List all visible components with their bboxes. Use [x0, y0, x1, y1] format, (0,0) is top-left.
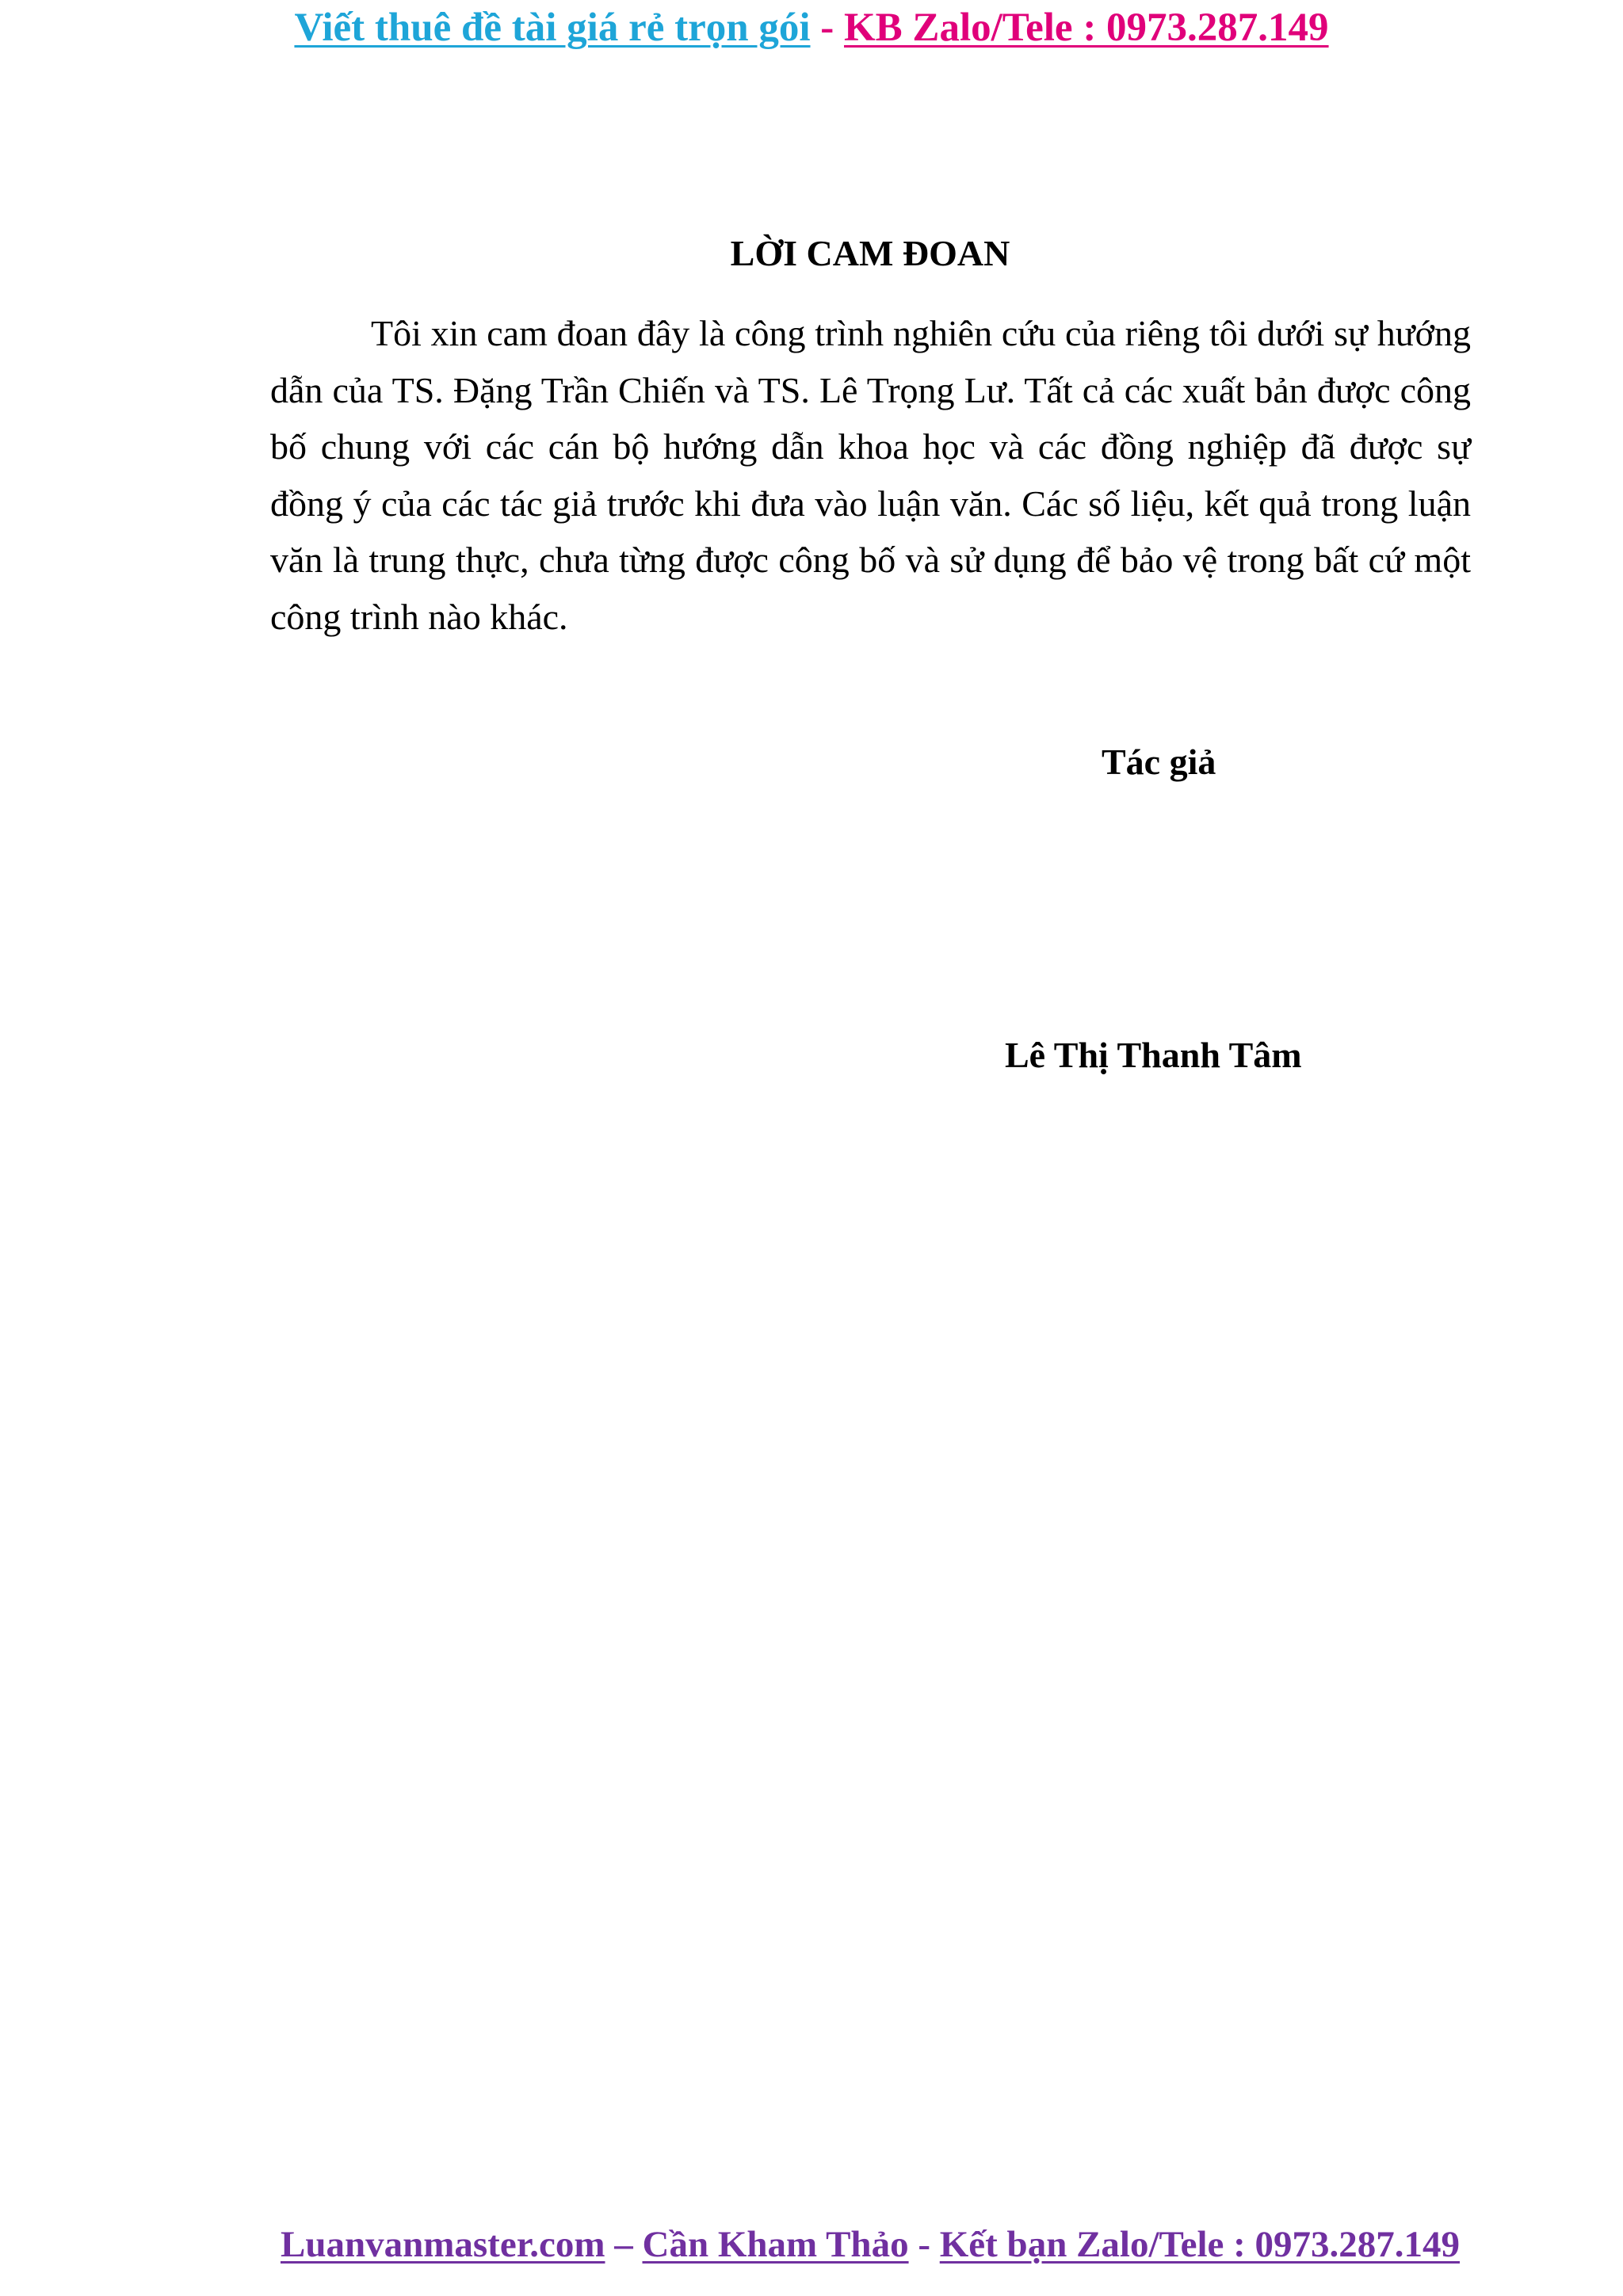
- footer-link-contact[interactable]: Kết bạn Zalo/Tele : 0973.287.149: [939, 2224, 1461, 2265]
- author-name: Lê Thị Thanh Tâm: [1005, 1035, 1302, 1075]
- header-separator: -: [810, 6, 844, 50]
- author-label: Tác giả: [1102, 742, 1216, 782]
- footer-separator-1: –: [605, 2224, 643, 2265]
- footer-link-website[interactable]: Luanvanmaster.com: [280, 2224, 605, 2265]
- footer-banner: [0, 2217, 1623, 2272]
- header-banner: [0, 0, 1623, 55]
- header-link-contact[interactable]: KB Zalo/Tele : 0973.287.149: [844, 6, 1329, 50]
- header-link-service[interactable]: Viết thuê đề tài giá rẻ trọn gói: [294, 6, 811, 50]
- footer-link-name[interactable]: Cần Kham Thảo: [642, 2224, 909, 2265]
- footer-separator-2: -: [908, 2224, 940, 2265]
- declaration-paragraph: Tôi xin cam đoan đây là công trình nghiên cứu của riêng tôi dưới sự hướng dẫn của TS. Đặng Trần Chiến và TS. Lê Trọng Lư. Tất cả các xuất bản được công bố chung với các cán bộ hướng dẫn khoa học và các đồng nghiệp đã được sự đồng ý của các tác giả trước khi đưa vào luận văn. Các số liệu, kết quả trong luận văn là trung thực, chưa từng được công bố và sử dụng để bảo vệ trong bất cứ một công trình nào khác.: [270, 313, 1471, 637]
- document-title: LỜI CAM ĐOAN: [730, 233, 1010, 273]
